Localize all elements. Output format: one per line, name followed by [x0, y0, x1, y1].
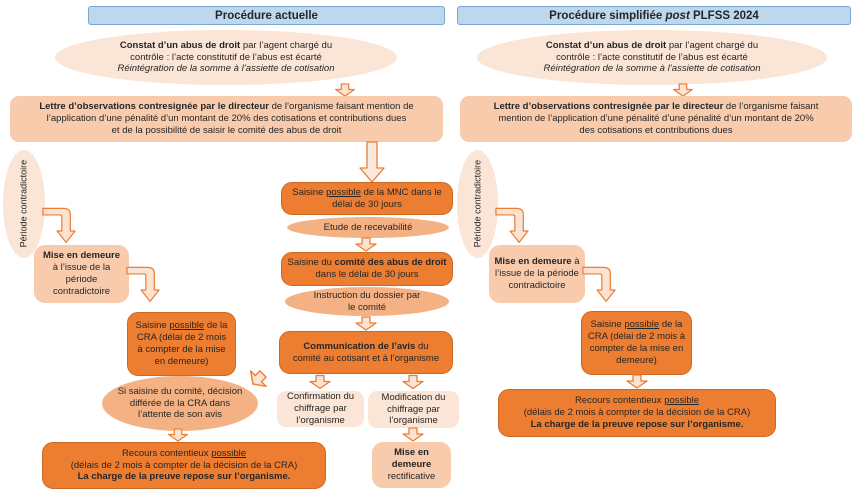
down-arrow-icon — [355, 316, 377, 331]
down-arrow-icon — [334, 83, 356, 97]
mise-en-demeure-box-left: Mise en demeure à l’issue de la période contradictoire — [34, 245, 129, 303]
recours-contentieux-box-left: Recours contentieux possible (délais de 2 mois à compter de la décision de la CRA) La charge de la preuve repose sur l’organisme. — [42, 442, 326, 489]
lettre-observations-box-right: Lettre d’observations contresignée par le directeur de l’organisme faisant mention de l’application d’une pénalité d’une pénalité d’un montant de 20% des cotisations et contributions dues — [460, 96, 852, 142]
confirmation-chiffrage-box: Confirmation du chiffrage par l’organisme — [277, 391, 364, 427]
elbow-arrow-icon — [126, 259, 160, 304]
down-arrow-icon — [355, 237, 377, 252]
periode-contradictoire-ellipse-right: Période contradictoire — [457, 150, 498, 258]
header-procedure-simplifiee: Procédure simplifiée post PLFSS 2024 — [457, 6, 851, 25]
down-arrow-icon — [402, 374, 424, 390]
recours-contentieux-box-right: Recours contentieux possible (délais de 2 mois à compter de la décision de la CRA) La charge de la preuve repose sur l’organisme. — [498, 389, 776, 437]
etude-recevabilite-ellipse: Etude de recevabilité — [287, 217, 449, 238]
down-arrow-icon — [626, 374, 648, 389]
mise-en-demeure-box-right: Mise en demeure à l’issue de la période contradictoire — [489, 245, 585, 303]
down-arrow-icon — [402, 427, 424, 442]
down-arrow-icon — [672, 83, 694, 97]
modification-chiffrage-box: Modification du chiffrage par l’organisme — [368, 391, 459, 428]
si-saisine-comite-ellipse: Si saisine du comité, décision différée de la CRA dans l’attente de son avis — [102, 376, 258, 431]
elbow-arrow-icon — [42, 200, 76, 245]
down-arrow-icon — [309, 374, 331, 390]
saisine-cra-box-left: Saisine possible de la CRA (délai de 2 mois à compter de la mise en demeure) — [127, 312, 236, 376]
lettre-observations-box-left: Lettre d’observations contresignée par le directeur de l’organisme faisant mention de l’application d’une pénalité d’un montant de 20% des cotisations et contributions dues et de la possibilité de saisir le comité des abus de droit — [10, 96, 443, 142]
saisine-comite-abus-box: Saisine du comité des abus de droit dans le délai de 30 jours — [281, 252, 453, 286]
saisine-cra-box-right: Saisine possible de la CRA (délai de 2 mois à compter de la mise en demeure) — [581, 311, 692, 375]
constat-ellipse-left: Constat d’un abus de droit par l’agent chargé du contrôle : l’acte constitutif de l’abus est écarté Réintégration de la somme à l’assiette de cotisation — [55, 30, 397, 85]
elbow-arrow-icon — [582, 259, 616, 304]
header-procedure-actuelle: Procédure actuelle — [88, 6, 445, 25]
mise-en-demeure-rectificative-box: Mise en demeure rectificative — [372, 442, 451, 488]
periode-contradictoire-ellipse-left: Période contradictoire — [3, 150, 45, 258]
elbow-arrow-icon — [495, 200, 529, 245]
constat-ellipse-right: Constat d’un abus de droit par l’agent chargé du contrôle : l’acte constitutif de l’abus est écarté Réintégration de la somme à l’assiette de cotisation — [477, 30, 827, 85]
communication-avis-box: Communication de l’avis du comité au cotisant et à l’organisme — [279, 331, 453, 374]
instruction-dossier-ellipse: Instruction du dossier par le comité — [285, 287, 449, 316]
down-arrow-icon — [167, 428, 189, 442]
saisine-mnc-box: Saisine possible de la MNC dans le délai de 30 jours — [281, 182, 453, 215]
big-down-arrow-icon — [359, 141, 385, 183]
